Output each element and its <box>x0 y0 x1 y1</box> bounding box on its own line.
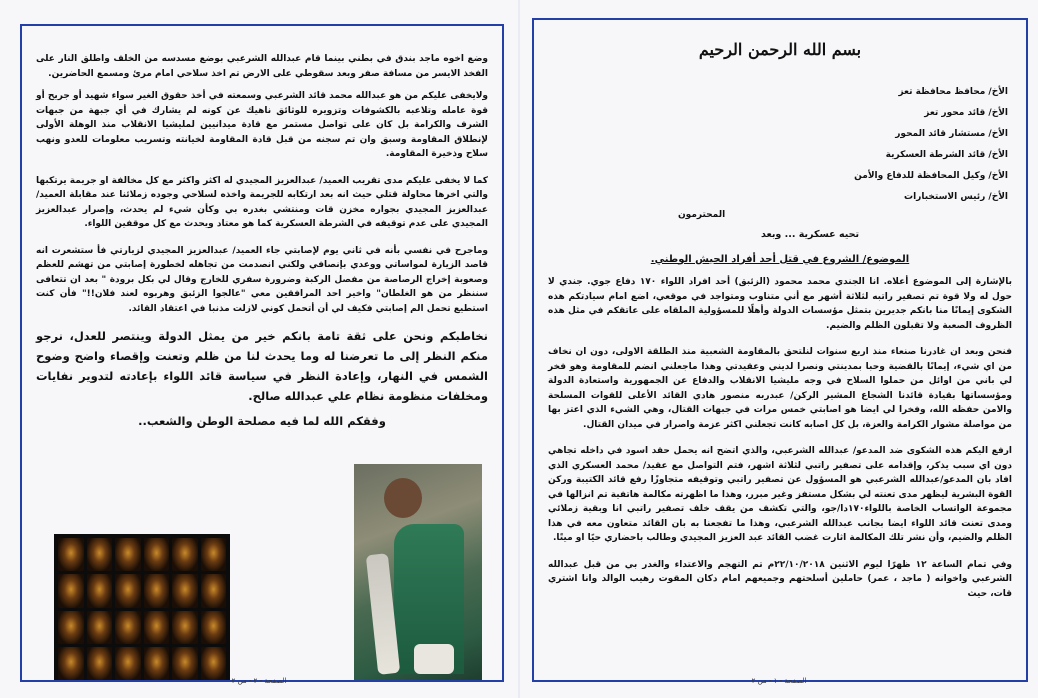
appeal-paragraph: نخاطبكم ونحن على ثقة تامة بانكم خير من يمثل الدولة وينتصر للعدل، نرجو منكم النظر إلى ما تعرضنا له وما يحدث لنا من ظلم وتعنت وإقصاء واضح وضوح الشمس في النهار، وإعادة النظر في سياسة قائد اللواء بإعادته لتدوير نفايات ومخلفات منظومة نظام علي عبدالله صالح. <box>36 329 488 403</box>
document-page-2 <box>0 0 518 698</box>
addressee-item: الأخ/ قائد محور تعز <box>924 108 1008 118</box>
paragraph: وماجرح في نفسي بأنه في ثاني يوم لإصابتي جاء العميد/ عبدالعزيز المجيدي لزيارتي فأ ستشعرت انه قاصد الزيارة لمواساتي ووعدي بإنصافي ولكني انصدمت من تجاهله لخطورة إصابتي من تهشم للعظم وصعوبة إخراج الرصاصة من مفصل الركبة وضرورة سفري للخارج وقال لي بكل برودة " بعد ان تتعافى سننظر من هو الغلطان" واخير احد المرافقين معي "عالجوا الزئبق وهربوه لعند فلان!!" فأن كنت استطيع تحمل الم إصابتي فكيف لي أن أتحمل كوني لازلت مذنبا في اعتقاد القائد. <box>36 245 488 314</box>
addressee-item: الأخ/ مستشار قائد المحور <box>895 129 1008 139</box>
paragraph: فنحن وبعد ان غادرنا صنعاء منذ اربع سنوات لنلتحق بالمقاومة الشعبية منذ الطلقة الاولى، دون ان نخاف من اي شيء، إيمانًا بالقضية وحبا بمدينتي ونصرا لديني وعقيدتي وهذا ماجعلني انضم للمقاومة وهو فخر لي باني من اوائل من حملوا السلاح في وجه مليشيا الانقلاب والدفاع عن الجمهورية واستعادة الدولة ومؤسساتها بقيادة قائدنا الشجاع المشير الركن/ عبدربه منصور هادي القائد الأعلى للقوات المسلحة والامن حفظه الله، وفخرا لي ايضا هو اصابتي خمس مرات في جبهات القتال، وهي الشيء الذي اعتز بها من مواصلة مشوار الكرامة والعزة، بل كل اصابه كانت تجعلني اكثر عزمة واصرار في ميدان القتال. <box>548 347 1012 430</box>
page-frame <box>532 18 1028 682</box>
page-body <box>534 20 1026 680</box>
paragraph: كما لا يخفى عليكم مدى تقريب العميد/ عبدالعزيز المجيدي له اكثر واكثر مع كل مخالفة او جريمة يرتكبها والتي اخرها محاولة قتلي حيث انه بعد ارتكابه للجريمة واخذه لسلاحي وجوده زملائنا عند مقابلة العميد/عبدالعزيز المجيدي بجواره مخزن قات ومنتشي بغدره بي وكأن شيء لم يحدث، وإصرار عبدالعزيز المجيدي على عدم توقيفه في الشرطة العسكرية كما هو معتاد ويحدث مع كل موقفين اللواء. <box>36 175 488 229</box>
addressee-item: الأخ/ وكيل المحافظة للدفاع والأمن <box>854 171 1008 181</box>
addressee-item: الأخ/ رئيس الاستخبارات <box>904 192 1008 202</box>
xray-image <box>54 534 230 682</box>
addressee-item: الأخ/ قائد الشرطة العسكرية <box>885 150 1008 160</box>
basmala: بسم الله الرحمن الرحيم <box>698 40 862 59</box>
addressee-item: الأخ/ محافظ محافظة تعز <box>898 87 1008 97</box>
greeting: تحيه عسكرية ... وبعد <box>760 229 860 240</box>
paragraph: بالإشارة إلى الموضوع أعلاه. انا الجندي محمد محمود (الزئبق) أحد افراد اللواء ١٧٠ دفاع جوي. جندي لا حول له ولا قوة تم تصفير راتبه لثلاثة أشهر مع أني متناوب ومتواجد في موقعي، اضع امام سيادتكم هذه الشكوى إيمانًا منا بانكم جديرين بتمثل مؤسسات الدولة وأهلًا للمسؤولية الملقاه على عاتقكم في مثل هذه الظروف الصعبة ولا تقبلون الظلم والضيم. <box>548 277 1012 331</box>
page-number: الصفحة - ١ - من ٢ <box>751 676 807 685</box>
hospital-photo <box>354 464 482 682</box>
paragraph: ولايخفى عليكم من هو عبدالله محمد قائد الشرعبي وسمعته في أخذ حقوق الغير سواء شهيد أو جريح أو قوة عامله وتلاعبه بالكشوفات وتزويره للوثائق ناهيك عن كونه لم يشارك في أي جبهة من جبهات الشرف والكرامة بل كان على تواصل مستمر مع قادة ميدانيين لمليشيا الانقلاب منذ الوهلة الأولى لإنطلاق المقاومة وسبق وان تم سجنه من قبل قادة المقاومة لخيانته وتسريب معلومات للعدو ونهب سلاح وذخيرة المقاومة. <box>36 91 488 159</box>
paragraph: وفي تمام الساعة ١٢ ظهرًا ليوم الاثنين ٢٢/١٠/٢٠١٨م تم التهجم والاعتداء والغدر بي من قبل عبدالله الشرعبي واخوانه ( ماجد ، عمر) حاملين أسلحتهم وجميعهم امام دكان المقوت رهيب الوالد وانا اشتري قات، حيث <box>548 559 1013 599</box>
document-page-1 <box>520 0 1038 698</box>
respected-label: المحترمون <box>678 210 726 220</box>
paragraph: ارفع اليكم هذه الشكوى ضد المدعو/ عبدالله الشرعبي، والذي اتضح انه يحمل حقد اسود في داخله تجاهي دون اي سبب يذكر، وإقدامه على تصفير راتبي لثلاثة اشهر، فتم التواصل مع عقيد/ محمد العسكري الذي افاد بان المدعو/عبدالله الشرعبي هو المسؤول عن تصفير راتبي وتوقيفه متجاوزًا رفع قائد الكتيبة وركن القوة البشرية ليظهر مدى تعنته لي بشكل مستفز وغير مبرر، وهذا ما اظهرته مكالمة هاتفية تم انزالها في مجموعة الواتساب الخاصة باللواء١٧٠دا/جو، والتي تكشف من يقف خلف تصفير راتبي انا وبقية زملائي ومدى تعنت قائد اللواء ايضا بجانب عبدالله الشرعبي، وهذا ما تفجعنا به بان القائد متعاون معه في هذا الظلم والضيم، وأن نشر تلك المكالمة اثارت غضب القائد عبد العزيز المجيدي وطالب باحضاري حيًا او ميتًا. <box>548 446 1012 543</box>
closing-line: وفقكم الله لما فيه مصلحة الوطن والشعب.. <box>138 414 386 428</box>
page-frame <box>20 24 504 682</box>
addressee-list <box>548 82 1012 208</box>
subject-line: الموضوع/ الشروع في قتل أحد أفراد الجيش الوطني. <box>650 253 910 265</box>
paragraph: وضع اخوه ماجد بندق في بطني بينما قام عبدالله الشرعبي بوضع مسدسه من الخلف واطلق النار على الفخذ الايسر من مسافة صفر وبعد سقوطي على الارض تم اخذ سلاحي امام مرئ ومسمع الحاضرين. <box>36 54 488 79</box>
page-number: الصفحة - ٢ - من ٢ <box>231 676 287 685</box>
